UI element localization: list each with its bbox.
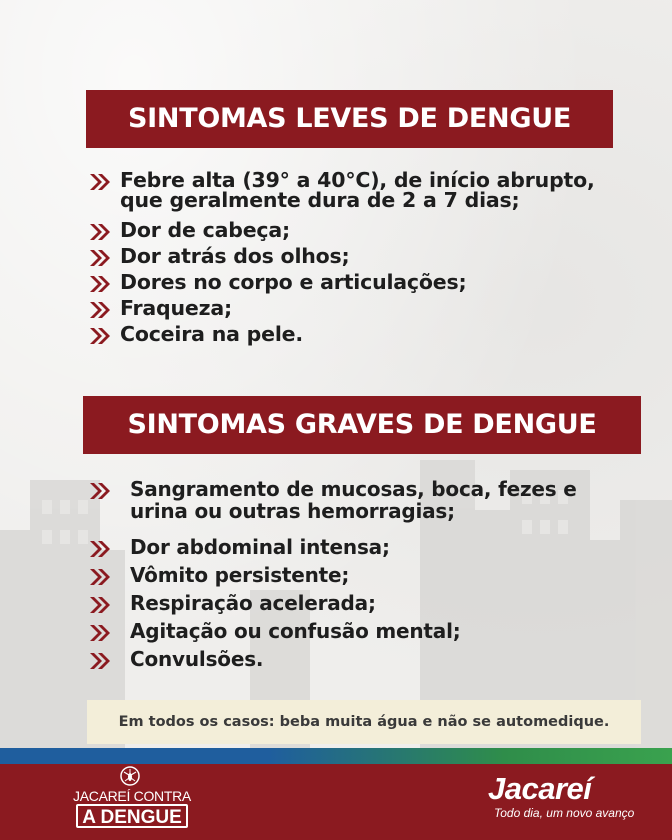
chevron-double-right-icon bbox=[88, 300, 112, 320]
list-item-text-line: que geralmente dura de 2 a 7 dias; bbox=[120, 188, 520, 212]
list-item bbox=[88, 478, 648, 522]
brand-tagline: Todo dia, um novo avanço bbox=[494, 806, 635, 820]
severe-symptoms-list bbox=[88, 478, 648, 676]
section-title-mild: SINTOMAS LEVES DE DENGUE bbox=[86, 90, 613, 148]
footer bbox=[0, 764, 672, 840]
list-item-text-line: Dor abdominal intensa; bbox=[130, 535, 390, 559]
chevron-double-right-icon bbox=[88, 623, 112, 643]
chevron-double-right-icon bbox=[88, 222, 112, 242]
chevron-double-right-icon bbox=[88, 481, 112, 501]
list-item bbox=[88, 564, 648, 586]
campaign-line2: A DENGUE bbox=[76, 804, 188, 828]
campaign-line1: JACAREÍ CONTRA bbox=[73, 788, 191, 804]
brand-name: Jacareí bbox=[488, 771, 592, 806]
chevron-double-right-icon bbox=[88, 651, 112, 671]
list-item-text-line: Dor de cabeça; bbox=[120, 218, 291, 242]
list-item bbox=[88, 246, 648, 266]
chevron-double-right-icon bbox=[88, 248, 112, 268]
list-item-text-line: Dor atrás dos olhos; bbox=[120, 244, 350, 268]
list-item-text-line: urina ou outras hemorragias; bbox=[130, 499, 455, 523]
list-item-text-line: Coceira na pele. bbox=[120, 322, 303, 346]
campaign-logo bbox=[70, 764, 194, 840]
chevron-double-right-icon bbox=[88, 274, 112, 294]
mosquito-icon bbox=[120, 766, 140, 786]
section-title-severe: SINTOMAS GRAVES DE DENGUE bbox=[83, 396, 641, 454]
list-item-text-line: Dores no corpo e articulações; bbox=[120, 270, 467, 294]
advice-note: Em todos os casos: beba muita água e não se automedique. bbox=[87, 700, 641, 744]
list-item bbox=[88, 298, 648, 318]
list-item-text-line: Sangramento de mucosas, boca, fezes e bbox=[130, 477, 577, 501]
list-item bbox=[88, 536, 648, 558]
chevron-double-right-icon bbox=[88, 539, 112, 559]
list-item bbox=[88, 220, 648, 240]
chevron-double-right-icon bbox=[88, 326, 112, 346]
chevron-double-right-icon bbox=[88, 595, 112, 615]
chevron-double-right-icon bbox=[88, 567, 112, 587]
list-item bbox=[88, 592, 648, 614]
list-item-text-line: Febre alta (39° a 40°C), de início abrupto, bbox=[120, 168, 595, 192]
list-item bbox=[88, 272, 648, 292]
list-item bbox=[88, 324, 648, 344]
list-item bbox=[88, 170, 648, 210]
list-item-text-line: Respiração acelerada; bbox=[130, 591, 376, 615]
list-item-text-line: Vômito persistente; bbox=[130, 563, 350, 587]
list-item bbox=[88, 620, 648, 642]
mild-symptoms-list bbox=[88, 170, 648, 350]
list-item-text-line: Agitação ou confusão mental; bbox=[130, 619, 461, 643]
list-item-text-line: Convulsões. bbox=[130, 647, 264, 671]
brand-logo bbox=[488, 772, 638, 820]
list-item bbox=[88, 648, 648, 670]
chevron-double-right-icon bbox=[88, 172, 112, 192]
list-item-text-line: Fraqueza; bbox=[120, 296, 232, 320]
color-stripe bbox=[0, 748, 672, 764]
